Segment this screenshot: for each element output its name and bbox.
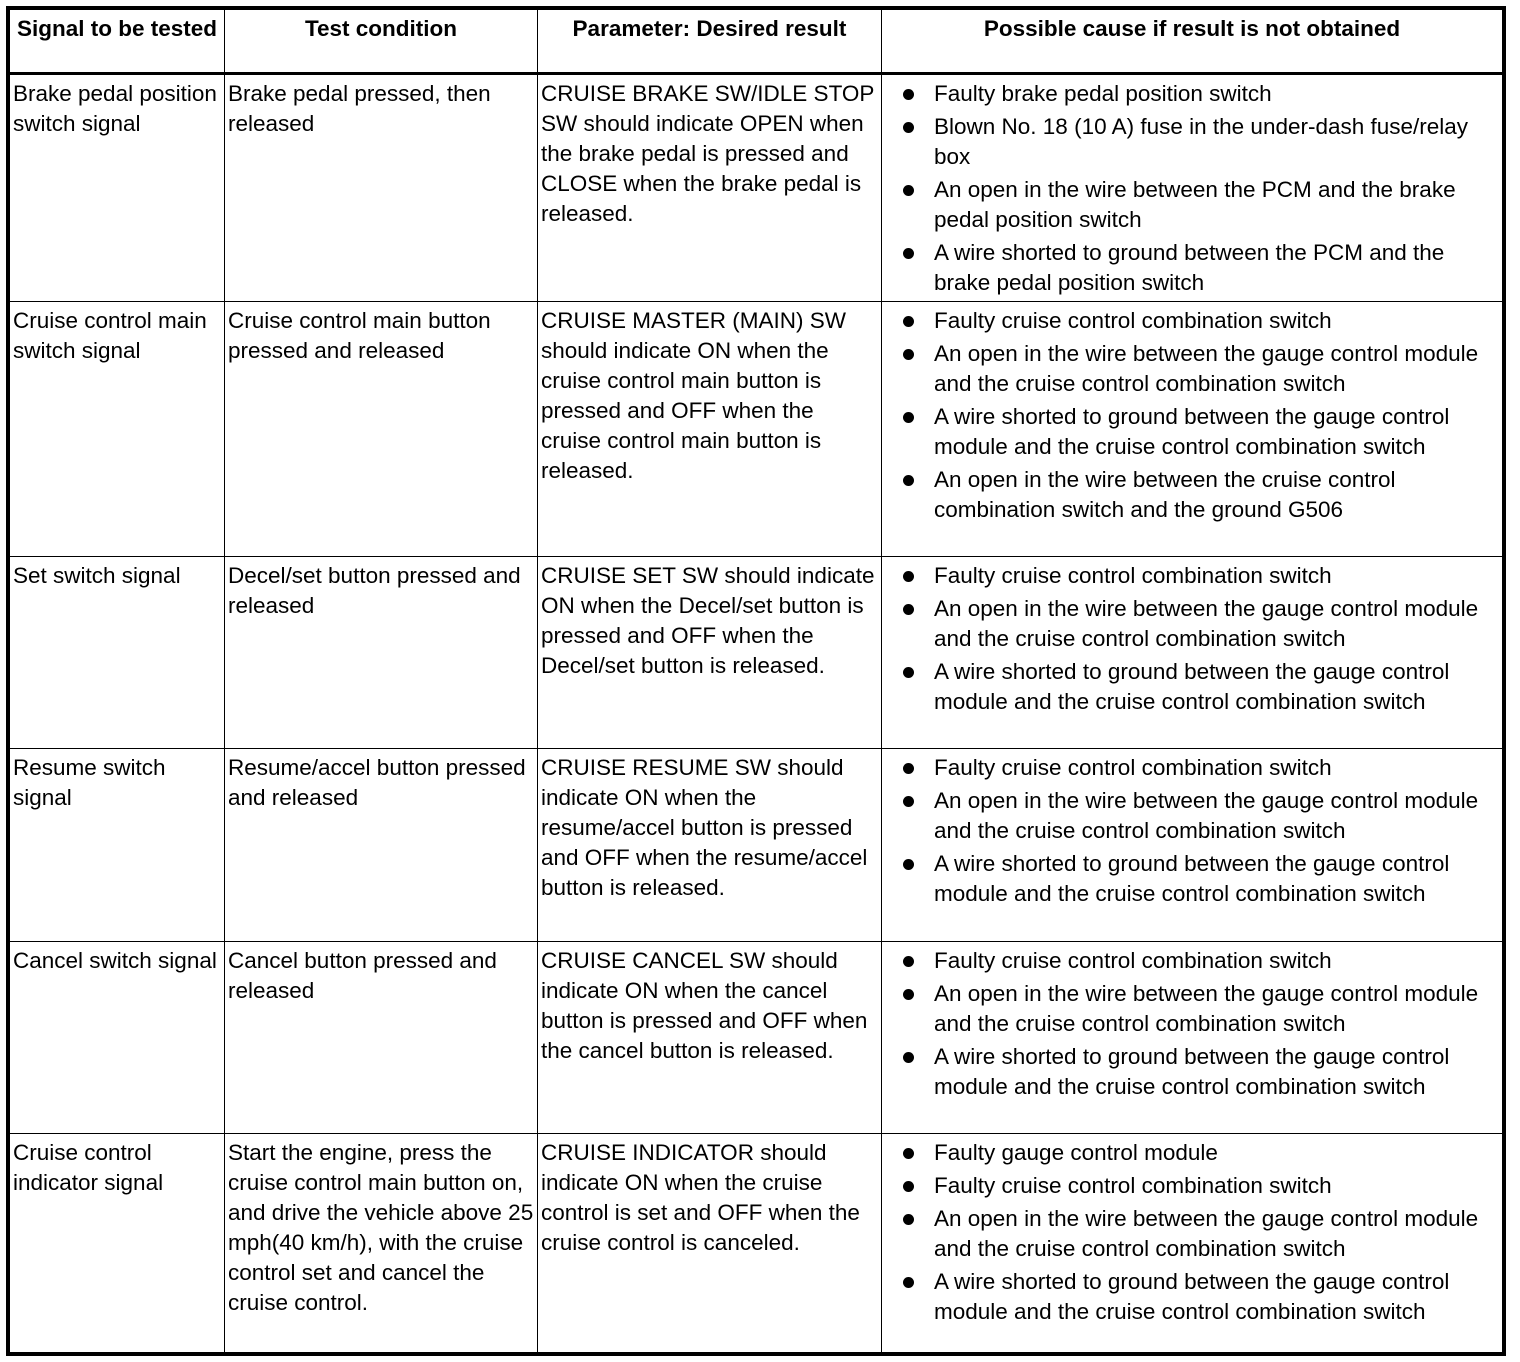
test-condition-cell: Cruise control main button pressed and released: [225, 302, 538, 557]
desired-result-cell: CRUISE CANCEL SW should indicate ON when the cancel button is pressed and OFF when the cancel button is released.: [538, 942, 882, 1134]
cause-item: An open in the wire between the gauge control module and the cruise control combination switch: [882, 1204, 1500, 1264]
table-row: [10, 749, 1503, 942]
cause-list: [882, 753, 1500, 909]
test-condition-cell: Resume/accel button pressed and released: [225, 749, 538, 942]
possible-cause-cell: [882, 749, 1503, 942]
possible-cause-cell: [882, 302, 1503, 557]
cause-item: An open in the wire between the gauge control module and the cruise control combination switch: [882, 979, 1500, 1039]
desired-result-cell: CRUISE INDICATOR should indicate ON when the cruise control is set and OFF when the cruise control is canceled.: [538, 1134, 882, 1353]
test-condition-cell: Brake pedal pressed, then released: [225, 74, 538, 302]
table-row: [10, 557, 1503, 749]
cause-item: An open in the wire between the gauge control module and the cruise control combination switch: [882, 786, 1500, 846]
desired-result-cell: CRUISE MASTER (MAIN) SW should indicate ON when the cruise control main button is pressed and OFF when the cruise control main button is released.: [538, 302, 882, 557]
cause-item: Faulty cruise control combination switch: [882, 946, 1500, 976]
cause-item: A wire shorted to ground between the gauge control module and the cruise control combination switch: [882, 657, 1500, 717]
cause-item: Faulty cruise control combination switch: [882, 753, 1500, 783]
cause-list: [882, 306, 1500, 525]
cause-item: A wire shorted to ground between the PCM and the brake pedal position switch: [882, 238, 1500, 298]
table-row: [10, 74, 1503, 302]
desired-result-cell: CRUISE RESUME SW should indicate ON when the resume/accel button is pressed and OFF when the resume/accel button is released.: [538, 749, 882, 942]
cause-item: A wire shorted to ground between the gauge control module and the cruise control combination switch: [882, 1042, 1500, 1102]
header-possible-cause: Possible cause if result is not obtained: [882, 10, 1503, 74]
cause-item: Faulty gauge control module: [882, 1138, 1500, 1168]
test-condition-cell: Decel/set button pressed and released: [225, 557, 538, 749]
cause-item: A wire shorted to ground between the gauge control module and the cruise control combination switch: [882, 402, 1500, 462]
table-header-row: [10, 10, 1503, 74]
signal-cell: Resume switch signal: [10, 749, 225, 942]
table-row: [10, 1134, 1503, 1353]
cause-item: Faulty cruise control combination switch: [882, 1171, 1500, 1201]
possible-cause-cell: [882, 1134, 1503, 1353]
signal-cell: Cancel switch signal: [10, 942, 225, 1134]
cause-item: Faulty cruise control combination switch: [882, 306, 1500, 336]
cause-item: A wire shorted to ground between the gauge control module and the cruise control combination switch: [882, 849, 1500, 909]
signal-cell: Cruise control main switch signal: [10, 302, 225, 557]
cause-item: An open in the wire between the PCM and the brake pedal position switch: [882, 175, 1500, 235]
possible-cause-cell: [882, 557, 1503, 749]
cause-list: [882, 946, 1500, 1102]
troubleshooting-table-frame: [6, 6, 1506, 1356]
possible-cause-cell: [882, 74, 1503, 302]
cause-item: Blown No. 18 (10 A) fuse in the under-dash fuse/relay box: [882, 112, 1500, 172]
possible-cause-cell: [882, 942, 1503, 1134]
header-desired-result: Parameter: Desired result: [538, 10, 882, 74]
header-signal: Signal to be tested: [10, 10, 225, 74]
cause-list: [882, 1138, 1500, 1327]
cause-item: An open in the wire between the gauge control module and the cruise control combination switch: [882, 594, 1500, 654]
desired-result-cell: CRUISE SET SW should indicate ON when the Decel/set button is pressed and OFF when the Decel/set button is released.: [538, 557, 882, 749]
cause-item: Faulty cruise control combination switch: [882, 561, 1500, 591]
test-condition-cell: Start the engine, press the cruise control main button on, and drive the vehicle above 25 mph(40 km/h), with the cruise control set and cancel the cruise control.: [225, 1134, 538, 1353]
table-row: [10, 942, 1503, 1134]
cause-item: A wire shorted to ground between the gauge control module and the cruise control combination switch: [882, 1267, 1500, 1327]
cause-item: Faulty brake pedal position switch: [882, 79, 1500, 109]
signal-cell: Set switch signal: [10, 557, 225, 749]
table-row: [10, 302, 1503, 557]
desired-result-cell: CRUISE BRAKE SW/IDLE STOP SW should indicate OPEN when the brake pedal is pressed and CLOSE when the brake pedal is released.: [538, 74, 882, 302]
cause-list: [882, 79, 1500, 298]
cause-item: An open in the wire between the cruise control combination switch and the ground G506: [882, 465, 1500, 525]
signal-cell: Brake pedal position switch signal: [10, 74, 225, 302]
cause-item: An open in the wire between the gauge control module and the cruise control combination switch: [882, 339, 1500, 399]
cause-list: [882, 561, 1500, 717]
signal-test-table: [9, 9, 1503, 1353]
header-test-condition: Test condition: [225, 10, 538, 74]
test-condition-cell: Cancel button pressed and released: [225, 942, 538, 1134]
signal-cell: Cruise control indicator signal: [10, 1134, 225, 1353]
